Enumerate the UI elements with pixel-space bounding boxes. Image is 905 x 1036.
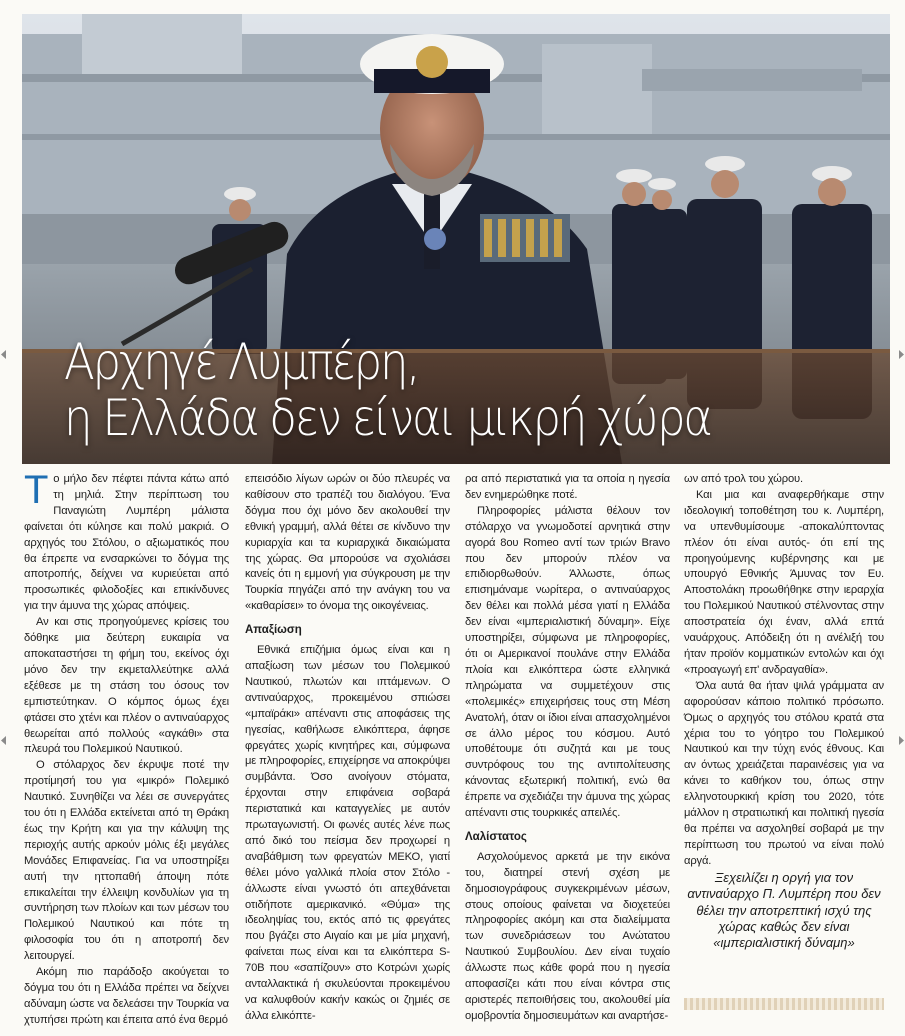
paragraph: Όλα αυτά θα ήταν ψιλά γράμματα αν αφορούσαν κάποιο πολιτικό πρόσωπο. Όμως ο αρχηγός του στόλου κρατά στα χέρια του το γόητρο του Πολεμικού Ναυτικού και την τύχη ενός έθνους. Και αν όντως χρειάζεται παραινέσεις για να κάνει το καθήκον του, όπως στην ελληνοτουρκική κρίση του 2020, τότε μάλλον η στρατιωτική και πολιτική ηγεσία θα πρέπει να ασχοληθεί σοβαρά με την περίπτωση του πρωτού να είναι πολύ αργά. (684, 679, 884, 867)
pull-quote: Ξεχειλίζει η οργή για τον αντιναύαρχο Π. Λυμπέρη που δεν θέλει την αποτρεπτική ισχύ της χώρας καθώς δεν είναι «ιμπεριαλιστική δύναμη» (687, 870, 881, 951)
article-column-2 (245, 472, 450, 1025)
headline-line-2: η Ελλάδα δεν είναι μικρή χώρα (64, 389, 711, 447)
drop-cap: Τ (24, 468, 49, 512)
article-column-4 (684, 472, 884, 870)
paragraph: ο μήλο δεν πέφτει πάντα κάτω από τη μηλιά. Στην περίπτωση του Παναγιώτη Λυμπέρη μάλιστα φαίνεται ότι κύλησε και πολύ μακριά. Ο αρχηγός του Στόλου, ο αξιωματικός που θα έπρεπε να ενσαρκώνει το δόγμα της αποτροπής, δείχνει να κυριεύεται από προσωπικές φιλοδοξίες και επικίνδυνες για την άμυνα της χώρας απόψεις. (24, 473, 229, 613)
paragraph: Και μια και αναφερθήκαμε στην ιδεολογική τοποθέτηση του κ. Λυμπέρη, να υπενθυμίσουμε -αποκαλύπτοντας πλέον ότι είναι αυτός- ότι επί της προηγούμενης κυβέρνησης και με υπουργό Εθνικής Άμυνας τον Ευ. Αποστολάκη προωθήθηκε στην ιεραρχία του Πολεμικού Ναυτικού στέλνοντας στην αποστρατεία όχι έναν, αλλά επτά ναυάρχους. Απόδειξη ότι η ανέλιξή του ήταν προϊόν κομματικών εντολών και όχι «προαγωγή επ' ανδραγαθία». (684, 488, 884, 676)
page-edge-arrow-icon (1, 736, 6, 745)
page-edge-arrow-icon (899, 736, 904, 745)
paragraph: ων από τρολ του χώρου. (684, 473, 803, 485)
paragraph: Ο στόλαρχος δεν έκρυψε ποτέ την προτίμησή του για «μικρό» Πολεμικό Ναυτικό. Συνηθίζει να λέει σε συνεργάτες του ότι η Ελλάδα εκτείνεται από τη Θράκη έως την Κρήτη και για την κάλυψη της περιοχής αυτής αρκούν μόλις έξι μεγάλες Μονάδες Επιφανείας. Για να υποστηρίξει αυτή την ηττοπαθή άποψη πότε επικαλείται την έλλειψη κονδυλίων για τη συντήρηση των πλοίων και των μέσων του Πολεμικού Ναυτικού και πότε τη φιλοσοφία του ότι η αποτροπή δεν λειτουργεί. (24, 759, 229, 963)
hero-photo (22, 14, 890, 464)
pull-quote-rule (684, 998, 884, 1010)
headline (64, 334, 802, 446)
paragraph: επεισόδιο λίγων ωρών οι δύο πλευρές να καθίσουν στο τραπέζι του διαλόγου. Ένα δόγμα που όχι μόνο δεν ακολουθεί την εθνική γραμμή, αλλά θέτει σε κίνδυνο την κυριαρχία και τα κυριαρχικά δικαιώματα της χώρας. Θα μπορούσε να σχολιάσει κανείς ότι η εμμονή για σύγκρουση με την Τουρκία πηγάζει από την ανάγκη του να «καθαρίσει» το όνομα της οικογένειας. (245, 473, 450, 613)
subheading: Απαξίωση (245, 624, 302, 637)
headline-line-1: Αρχηγέ Λυμπέρη, (64, 333, 419, 391)
article-column-3 (465, 472, 670, 1025)
paragraph: Ασχολούμενος αρκετά με την εικόνα του, διατηρεί στενή σχέση με δημοσιογράφους συγκεκριμένων μέσων, στους οποίους φαίνεται να διοχετεύει πληροφορίες ακόμη και στα διαλείμματα των συνεδριάσεων του Ανώτατου Ναυτικού Συμβουλίου. Δεν είναι τυχαίο άλλωστε πως κάθε φορά που η ηγεσία αποφασίζει κάτι που είναι κόντρα στις αριστερές πεποιθήσεις του, ακολουθεί μία ομοβροντία δημοσιευμάτων και αναρτήσε- (465, 850, 670, 1022)
paragraph: Ακόμη πιο παράδοξο ακούγεται το δόγμα του ότι η Ελλάδα πρέπει να δείχνει αδύναμη ώστε να δελεάσει την Τουρκία να χτυπήσει πρώτη και έπειτα από ένα θερμό (24, 966, 229, 1026)
subheading: Λαλίστατος (465, 830, 527, 843)
article-column-1 (24, 468, 229, 1029)
paragraph: Εθνικά επιζήμια όμως είναι και η απαξίωση των μέσων του Πολεμικού Ναυτικού, πλωτών και ιπτάμενων. Ο αντιναύαρχος, προκειμένου σπιώσει «μπαϊράκι» απέναντι στις αποφάσεις της ηγεσίας, καθήλωσε ελικόπτερα, άφησε φρεγάτες χωρίς κινητήρες και, σύμφωνα με πληροφορίες, επιχείρησε να αποκρύψει συμβάντα. Όσο ανοίγουν στόματα, έρχονται στην επιφάνεια σοβαρά περιστατικά και καταγγελίες με αυτόν πρωταγωνιστή. Οι φωνές αυτές λένε πως από δικό του πείσμα δεν προχωρεί η αναβάθμιση των φρεγατών ΜΕΚΟ, γιατί θέλει μόνο γαλλικά πλοία στον Στόλο - άλλωστε είναι γνωστό ότι απεχθάνεται οτιδήποτε αμερικανικό. «Θύμα» της ιδεοληψίας του, εκτός από τις φρεγάτες που βγάζει στο Αιγαίο και με μία μηχανή, φαίνεται πως είναι και τα ελικόπτερα S-70B που «σαπίζουν» στο Κοτρώνι χωρίς ανταλλακτικά ή σκυλεύονται προκειμένου να καλυφθούν κακήν κακώς οι ζημιές σε άλλα ελικόπτε- (245, 644, 450, 1022)
page-edge-arrow-icon (1, 350, 6, 359)
page-edge-arrow-icon (899, 350, 904, 359)
paragraph: Πληροφορίες μάλιστα θέλουν τον στόλαρχο να γνωμοδοτεί αρνητικά στην αγορά 8ου Romeo αντί των τριών Bravo που δεν μπορούν πλέον να επιδιορθωθούν. Άλλωστε, όπως επισημάναμε νωρίτερα, ο αντιναύαρχος δεν θέλει και πολλά μέσα γιατί η Ελλάδα δεν είναι «ιμπεριαλιστική δύναμη». Είχε υποστηρίξει, σύμφωνα με πληροφορίες, ότι οι Αμερικανοί πουλάνε στην Ελλάδα πλοία και ελικόπτερα ώστε ελληνικά πληρώματα να συμμετέχουν στις «πολεμικές» επιχειρήσεις τους στη Μέση Ανατολή, όταν οι ίδιοι είναι απασχολημένοι σε άλλο μέρος του κόσμου. Αυτό υποθέτουμε ότι συζητά και με τους συντρόφους του της αντιπολίτευσης κάνοντας εξωτερική πολιτική, ενώ θα έπρεπε να σχεδιάζει την άμυνα της χώρας απέναντι στις τουρκικές απειλές. (465, 504, 670, 820)
paragraph: ρα από περιστατικά για τα οποία η ηγεσία δεν ενημερώθηκε ποτέ. (465, 473, 670, 501)
paragraph: Αν και στις προηγούμενες κρίσεις του δόθηκε μια δεύτερη ευκαιρία να αποκαταστήσει τη φήμη του, εκείνος όχι μόνο δεν την εκμεταλλεύτηκε αλλά εξέθεσε με τη στάση του όσους τον εμπιστεύτηκαν. Ο κόμπος όμως έχει φτάσει στο χτένι και πλέον ο αντιναύαρχος θεωρείται από πολλούς «αγκάθι» στα πλευρά του Πολεμικού Ναυτικού. (24, 616, 229, 756)
